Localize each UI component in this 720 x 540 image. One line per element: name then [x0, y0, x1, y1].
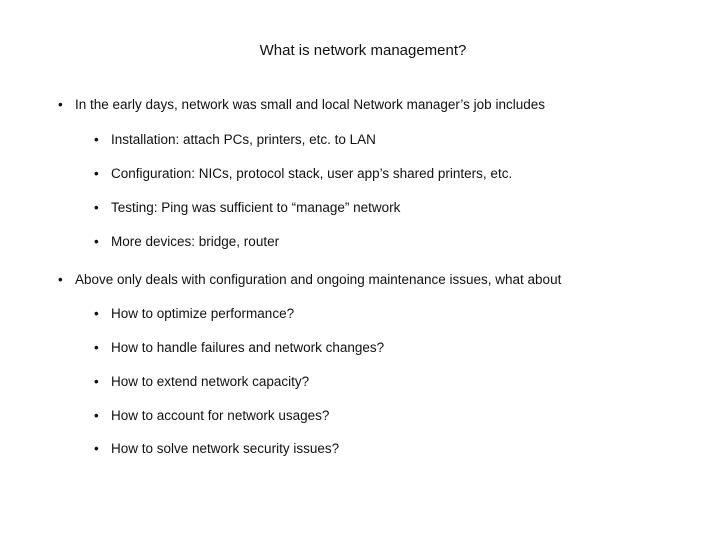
bullet-dot: •: [94, 166, 99, 181]
bullet-level1-above-only: [58, 271, 561, 289]
bullet-dot: •: [94, 200, 99, 215]
bullet-level2-optimize: [94, 305, 294, 323]
bullet-text: How to handle failures and network changes?: [111, 340, 385, 355]
bullet-dot: •: [94, 408, 99, 423]
bullet-level2-account: [94, 407, 329, 425]
bullet-dot: •: [94, 234, 99, 249]
bullet-text: In the early days, network was small and local Network manager’s job includes: [75, 97, 545, 112]
bullet-text: Installation: attach PCs, printers, etc. to LAN: [111, 132, 376, 147]
bullet-dot: •: [94, 374, 99, 389]
bullet-text: How to solve network security issues?: [111, 441, 340, 456]
bullet-dot: •: [94, 132, 99, 147]
slide-title-text: What is network management?: [259, 42, 467, 59]
bullet-level2-failures: [94, 339, 384, 357]
bullet-level2-more-devices: [94, 233, 279, 251]
bullet-dot: •: [58, 272, 63, 287]
bullet-text: Testing: Ping was sufficient to “manage” network: [111, 200, 401, 215]
bullet-dot: •: [94, 441, 99, 456]
bullet-dot: •: [94, 306, 99, 321]
bullet-level2-installation: [94, 131, 376, 149]
slide-title: [0, 41, 720, 61]
bullet-level2-security: [94, 440, 339, 458]
bullet-text: How to account for network usages?: [111, 408, 330, 423]
bullet-text: Above only deals with configuration and ongoing maintenance issues, what about: [75, 272, 562, 287]
bullet-level1-early-days: [58, 96, 545, 114]
bullet-text: More devices: bridge, router: [111, 234, 280, 249]
bullet-level2-capacity: [94, 373, 309, 391]
bullet-text: How to optimize performance?: [111, 306, 295, 321]
bullet-text: Configuration: NICs, protocol stack, user app’s shared printers, etc.: [111, 166, 513, 181]
bullet-dot: •: [94, 340, 99, 355]
bullet-level2-testing: [94, 199, 400, 217]
bullet-dot: •: [58, 97, 63, 112]
bullet-level2-configuration: [94, 165, 512, 183]
bullet-text: How to extend network capacity?: [111, 374, 310, 389]
